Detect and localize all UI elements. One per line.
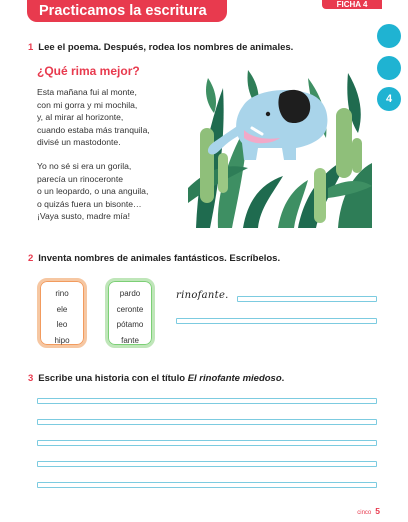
activity-3-instruction <box>28 373 284 384</box>
poem-stanza-2 <box>37 160 148 223</box>
poem-stanza-1 <box>37 86 150 149</box>
elephant-jungle-illustration <box>188 68 372 228</box>
syllable-box-left <box>37 278 87 348</box>
poem-line: y, al mirar al horizonte, <box>37 112 124 123</box>
ficha-label: FICHA 4 <box>322 0 382 9</box>
activity-3-number: 3 <box>28 373 34 384</box>
activity-1-instruction <box>28 42 293 53</box>
poem-title: ¿Qué rima mejor? <box>37 64 140 78</box>
poem-line: o quizás fuera un bisonte… <box>37 198 142 209</box>
side-dot-2 <box>377 56 401 80</box>
word-part: ceronte <box>116 304 144 314</box>
example-answer: rinofante. <box>176 290 229 301</box>
top-banner <box>0 0 408 22</box>
word-part: pótamo <box>116 320 144 329</box>
activity-2-number: 2 <box>28 253 34 264</box>
poem-line: divisé un mastodonte. <box>37 137 121 148</box>
elephant <box>208 90 328 160</box>
activity-2-text: Inventa nombres de animales fantásticos. Escríbelos. <box>38 253 281 264</box>
poem-line: Yo no sé si era un gorila, <box>37 161 132 171</box>
poem-line: parecía un rinoceronte <box>37 173 123 184</box>
activity-1-number: 1 <box>28 42 34 53</box>
syllable-box-right <box>105 278 155 348</box>
writing-line-2a[interactable] <box>237 296 377 302</box>
word-part: pardo <box>119 289 141 298</box>
unit-number-badge: 4 <box>377 87 401 111</box>
page-title: Practicamos la escritura <box>27 0 227 22</box>
writing-line-3b[interactable] <box>37 419 377 425</box>
page-footer <box>357 506 380 516</box>
writing-line-3c[interactable] <box>37 440 377 446</box>
page-word: cinco <box>357 510 372 516</box>
writing-line-3d[interactable] <box>37 461 377 467</box>
writing-line-3a[interactable] <box>37 398 377 404</box>
word-part: leo <box>56 320 68 329</box>
page-number: 5 <box>375 506 380 516</box>
poem-line: o un leopardo, o una anguila, <box>37 186 149 197</box>
word-part: hipo <box>54 335 70 345</box>
activity-3-text-suffix: . <box>281 373 285 384</box>
writing-line-3e[interactable] <box>37 482 377 488</box>
poem-line: Esta mañana fui al monte, <box>37 87 137 97</box>
poem-line: con mi gorra y mi mochila, <box>37 99 138 110</box>
word-part: ele <box>56 304 68 314</box>
poem-line: ¡Vaya susto, madre mía! <box>37 211 130 222</box>
activity-2-instruction <box>28 253 280 264</box>
activity-1-text: Lee el poema. Después, rodea los nombres de animales. <box>38 42 294 53</box>
side-dot-1 <box>377 24 401 48</box>
word-part: fante <box>121 335 139 345</box>
writing-line-2b[interactable] <box>176 318 377 324</box>
poem-line: cuando estaba más tranquila, <box>37 124 150 135</box>
story-title: El rinofante miedoso <box>187 373 282 384</box>
word-part: rino <box>55 289 69 298</box>
activity-3-text-prefix: Escribe una historia con el título <box>38 373 188 384</box>
